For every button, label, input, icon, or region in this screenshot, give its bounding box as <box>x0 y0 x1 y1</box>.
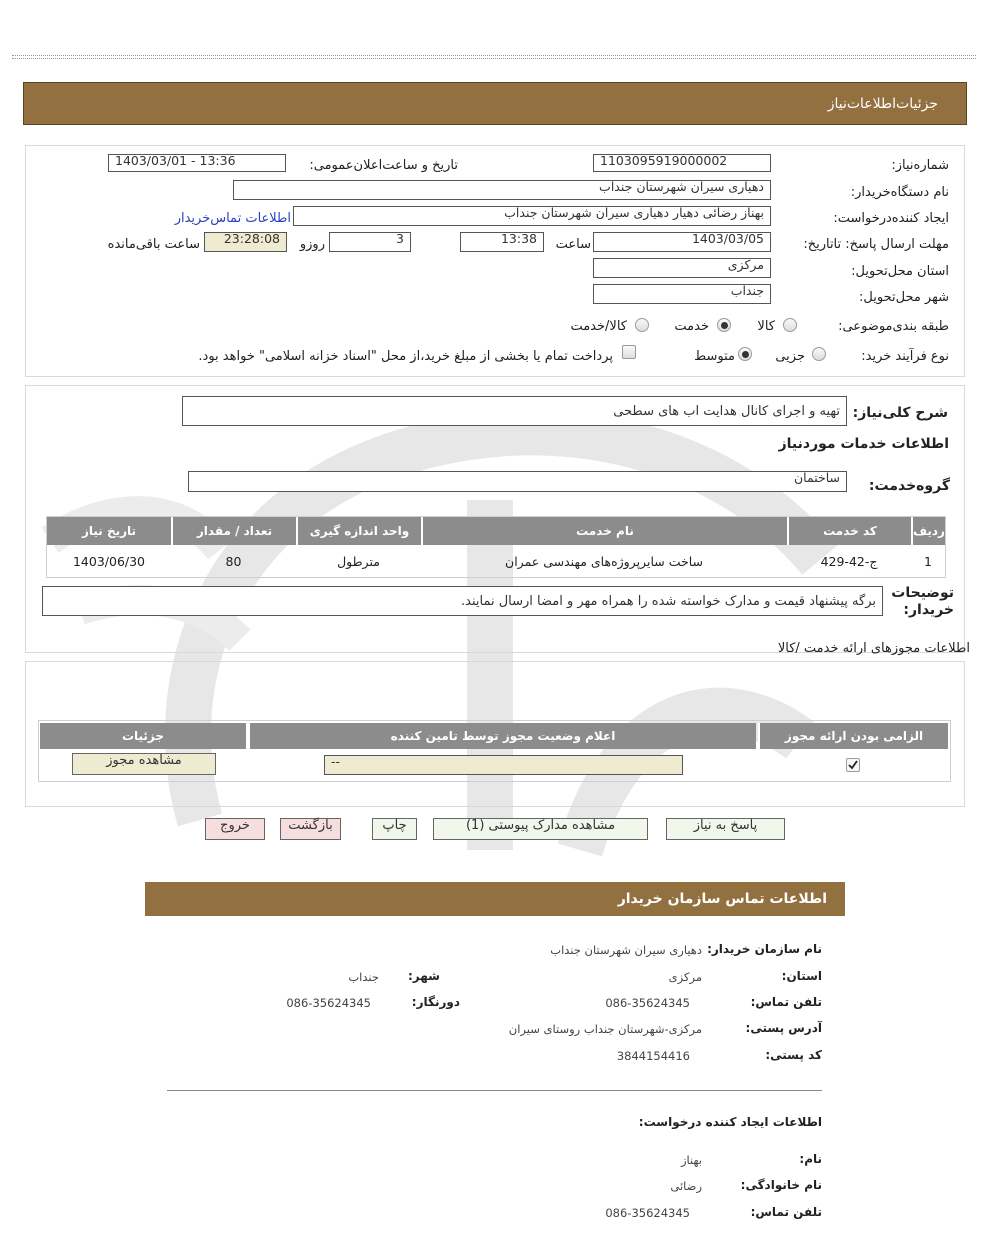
buyer-notes-field: برگه پیشنهاد قیمت و مدارک خواسته شده را همراه مهر و امضا ارسال نمایند. <box>42 586 883 616</box>
reply-button[interactable]: پاسخ به نیاز <box>666 818 785 840</box>
contact-header <box>145 882 845 916</box>
services-table <box>46 516 946 578</box>
service-group-field: ساختمان <box>188 471 847 492</box>
need-number-label: شماره‌نیاز: <box>891 158 949 173</box>
contact-province-label: استان: <box>781 969 822 983</box>
process-minor-radio[interactable] <box>812 347 826 361</box>
col-service-name: نام خدمت <box>421 517 787 545</box>
attachments-button[interactable]: مشاهده مدارک پیوستی (1) <box>433 818 648 840</box>
cell-unit: مترطول <box>337 554 380 569</box>
category-goods-radio[interactable] <box>783 318 797 332</box>
summary-field: تهیه و اجرای کانال هدایت اب های سطحی <box>182 396 847 426</box>
announce-field: 1403/03/01 - 13:36 <box>108 154 286 172</box>
contact-province-value: مرکزی <box>668 970 702 984</box>
process-medium-radio[interactable] <box>738 347 752 361</box>
buyer-contact-link[interactable]: اطلاعات تماس‌خریدار <box>174 211 291 226</box>
creator-phone-value: 086-35624345 <box>605 1206 690 1220</box>
contact-phone-label: تلفن تماس: <box>750 995 822 1009</box>
col-permit-required: الزامی بودن ارائه مجوز <box>758 723 948 749</box>
col-need-date: تاریخ نیاز <box>47 517 171 545</box>
creator-name-value: بهناز <box>680 1153 702 1167</box>
remaining-label: ساعت باقی‌مانده <box>107 237 200 252</box>
service-group-label: گروه‌خدمت: <box>868 478 950 494</box>
fax-value: 086-35624345 <box>286 996 371 1010</box>
col-service-code: کد خدمت <box>787 517 911 545</box>
cell-service-code: ج-42-429 <box>820 554 878 569</box>
city-label: شهر محل‌تحویل: <box>859 290 949 305</box>
process-minor-label: جزیی <box>775 349 805 364</box>
col-unit: واحد اندازه گیری <box>296 517 421 545</box>
print-button[interactable]: چاپ <box>372 818 417 840</box>
need-number-field: 1103095919000002 <box>593 154 771 172</box>
creator-phone-label: تلفن تماس: <box>750 1205 822 1219</box>
postal-value: 3844154416 <box>616 1049 690 1063</box>
creator-label: ایجاد کننده‌درخواست: <box>833 211 949 226</box>
time-label: ساعت <box>555 237 591 252</box>
category-service-label: خدمت <box>674 319 709 334</box>
summary-label: شرح کلی‌نیاز: <box>852 405 948 421</box>
permits-title: اطلاعات مجوزهای ارائه خدمت /کالا <box>777 641 970 656</box>
creator-family-label: نام خانوادگی: <box>740 1178 822 1192</box>
buyer-notes-label: توضیحات خریدار: <box>891 585 954 618</box>
deadline-label: مهلت ارسال پاسخ: تاتاریخ: <box>803 237 949 252</box>
address-label: آدرس پستی: <box>745 1021 822 1035</box>
payment-note: پرداخت تمام یا بخشی از مبلغ خرید،از محل "اسناد خزانه اسلامی" خواهد بود. <box>198 349 613 364</box>
cell-service-name: ساخت سایرپروژه‌های مهندسی عمران <box>505 554 703 569</box>
contact-city-value: جنداب <box>348 970 379 984</box>
buyer-field: دهیاری سیران شهرستان جنداب <box>233 180 771 200</box>
announce-label: تاریخ و ساعت‌اعلان‌عمومی: <box>309 158 458 173</box>
treasury-payment-checkbox[interactable] <box>622 345 636 359</box>
contact-divider <box>167 1090 822 1091</box>
city-field: جنداب <box>593 284 771 304</box>
permit-required-checkbox[interactable] <box>846 758 860 772</box>
exit-button[interactable]: خروج <box>205 818 265 840</box>
contact-city-label: شهر: <box>408 969 440 983</box>
remaining-time-field: 23:28:08 <box>204 232 287 252</box>
days-label: روزو <box>299 237 325 252</box>
creator-name-label: نام: <box>799 1152 822 1166</box>
process-label: نوع فرآیند خرید: <box>861 349 949 364</box>
category-both-radio[interactable] <box>635 318 649 332</box>
category-service-radio[interactable] <box>717 318 731 332</box>
creator-info-title: اطلاعات ایجاد کننده درخواست: <box>638 1115 822 1129</box>
deadline-time-field: 13:38 <box>460 232 544 252</box>
contact-phone-value: 086-35624345 <box>605 996 690 1010</box>
cell-quantity: 80 <box>225 554 242 569</box>
creator-family-value: رضائی <box>670 1179 702 1193</box>
services-title: اطلاعات خدمات مورد‌نیاز <box>778 436 949 452</box>
col-row: ردیف <box>911 517 945 545</box>
page-header <box>23 82 967 125</box>
col-permit-details: جزئیات <box>40 723 246 749</box>
contact-title: اطلاعات تماس سازمان خریدار <box>617 891 827 907</box>
check-icon <box>847 759 859 771</box>
province-field: مرکزی <box>593 258 771 278</box>
deadline-date-field: 1403/03/05 <box>593 232 771 252</box>
province-label: استان محل‌تحویل: <box>851 264 949 279</box>
postal-label: کد پستی: <box>765 1048 822 1062</box>
org-label: نام سازمان خریدار: <box>707 942 822 956</box>
cell-need-date: 1403/06/30 <box>72 554 146 569</box>
back-button[interactable]: بازگشت <box>280 818 341 840</box>
col-quantity: تعداد / مقدار <box>171 517 296 545</box>
category-goods-label: کالا <box>757 319 775 334</box>
address-value: مرکزی-شهرستان جنداب روستای سیران <box>508 1022 702 1036</box>
fax-label: دورنگار: <box>411 995 460 1009</box>
permit-status-field[interactable]: -- <box>324 755 683 775</box>
buyer-label: نام دستگاه‌خریدار: <box>850 185 949 200</box>
org-value: دهیاری سیران شهرستان جنداب <box>550 943 702 957</box>
category-both-label: کالا/خدمت <box>570 319 627 334</box>
creator-field: بهناز رضائی دهیار دهیاری سیران شهرستان جنداب <box>293 206 771 226</box>
col-permit-status: اعلام وضعیت مجوز توسط تامین کننده <box>248 723 756 749</box>
days-field: 3 <box>329 232 411 252</box>
page-title: جزئیات‌اطلاعات‌نیاز <box>827 96 938 112</box>
cell-row: 1 <box>924 554 932 569</box>
view-permit-button[interactable]: مشاهده مجوز <box>72 753 216 775</box>
top-divider <box>12 55 976 59</box>
category-label: طبقه بندی‌موضوعی: <box>838 319 949 334</box>
process-medium-label: متوسط <box>694 349 735 364</box>
